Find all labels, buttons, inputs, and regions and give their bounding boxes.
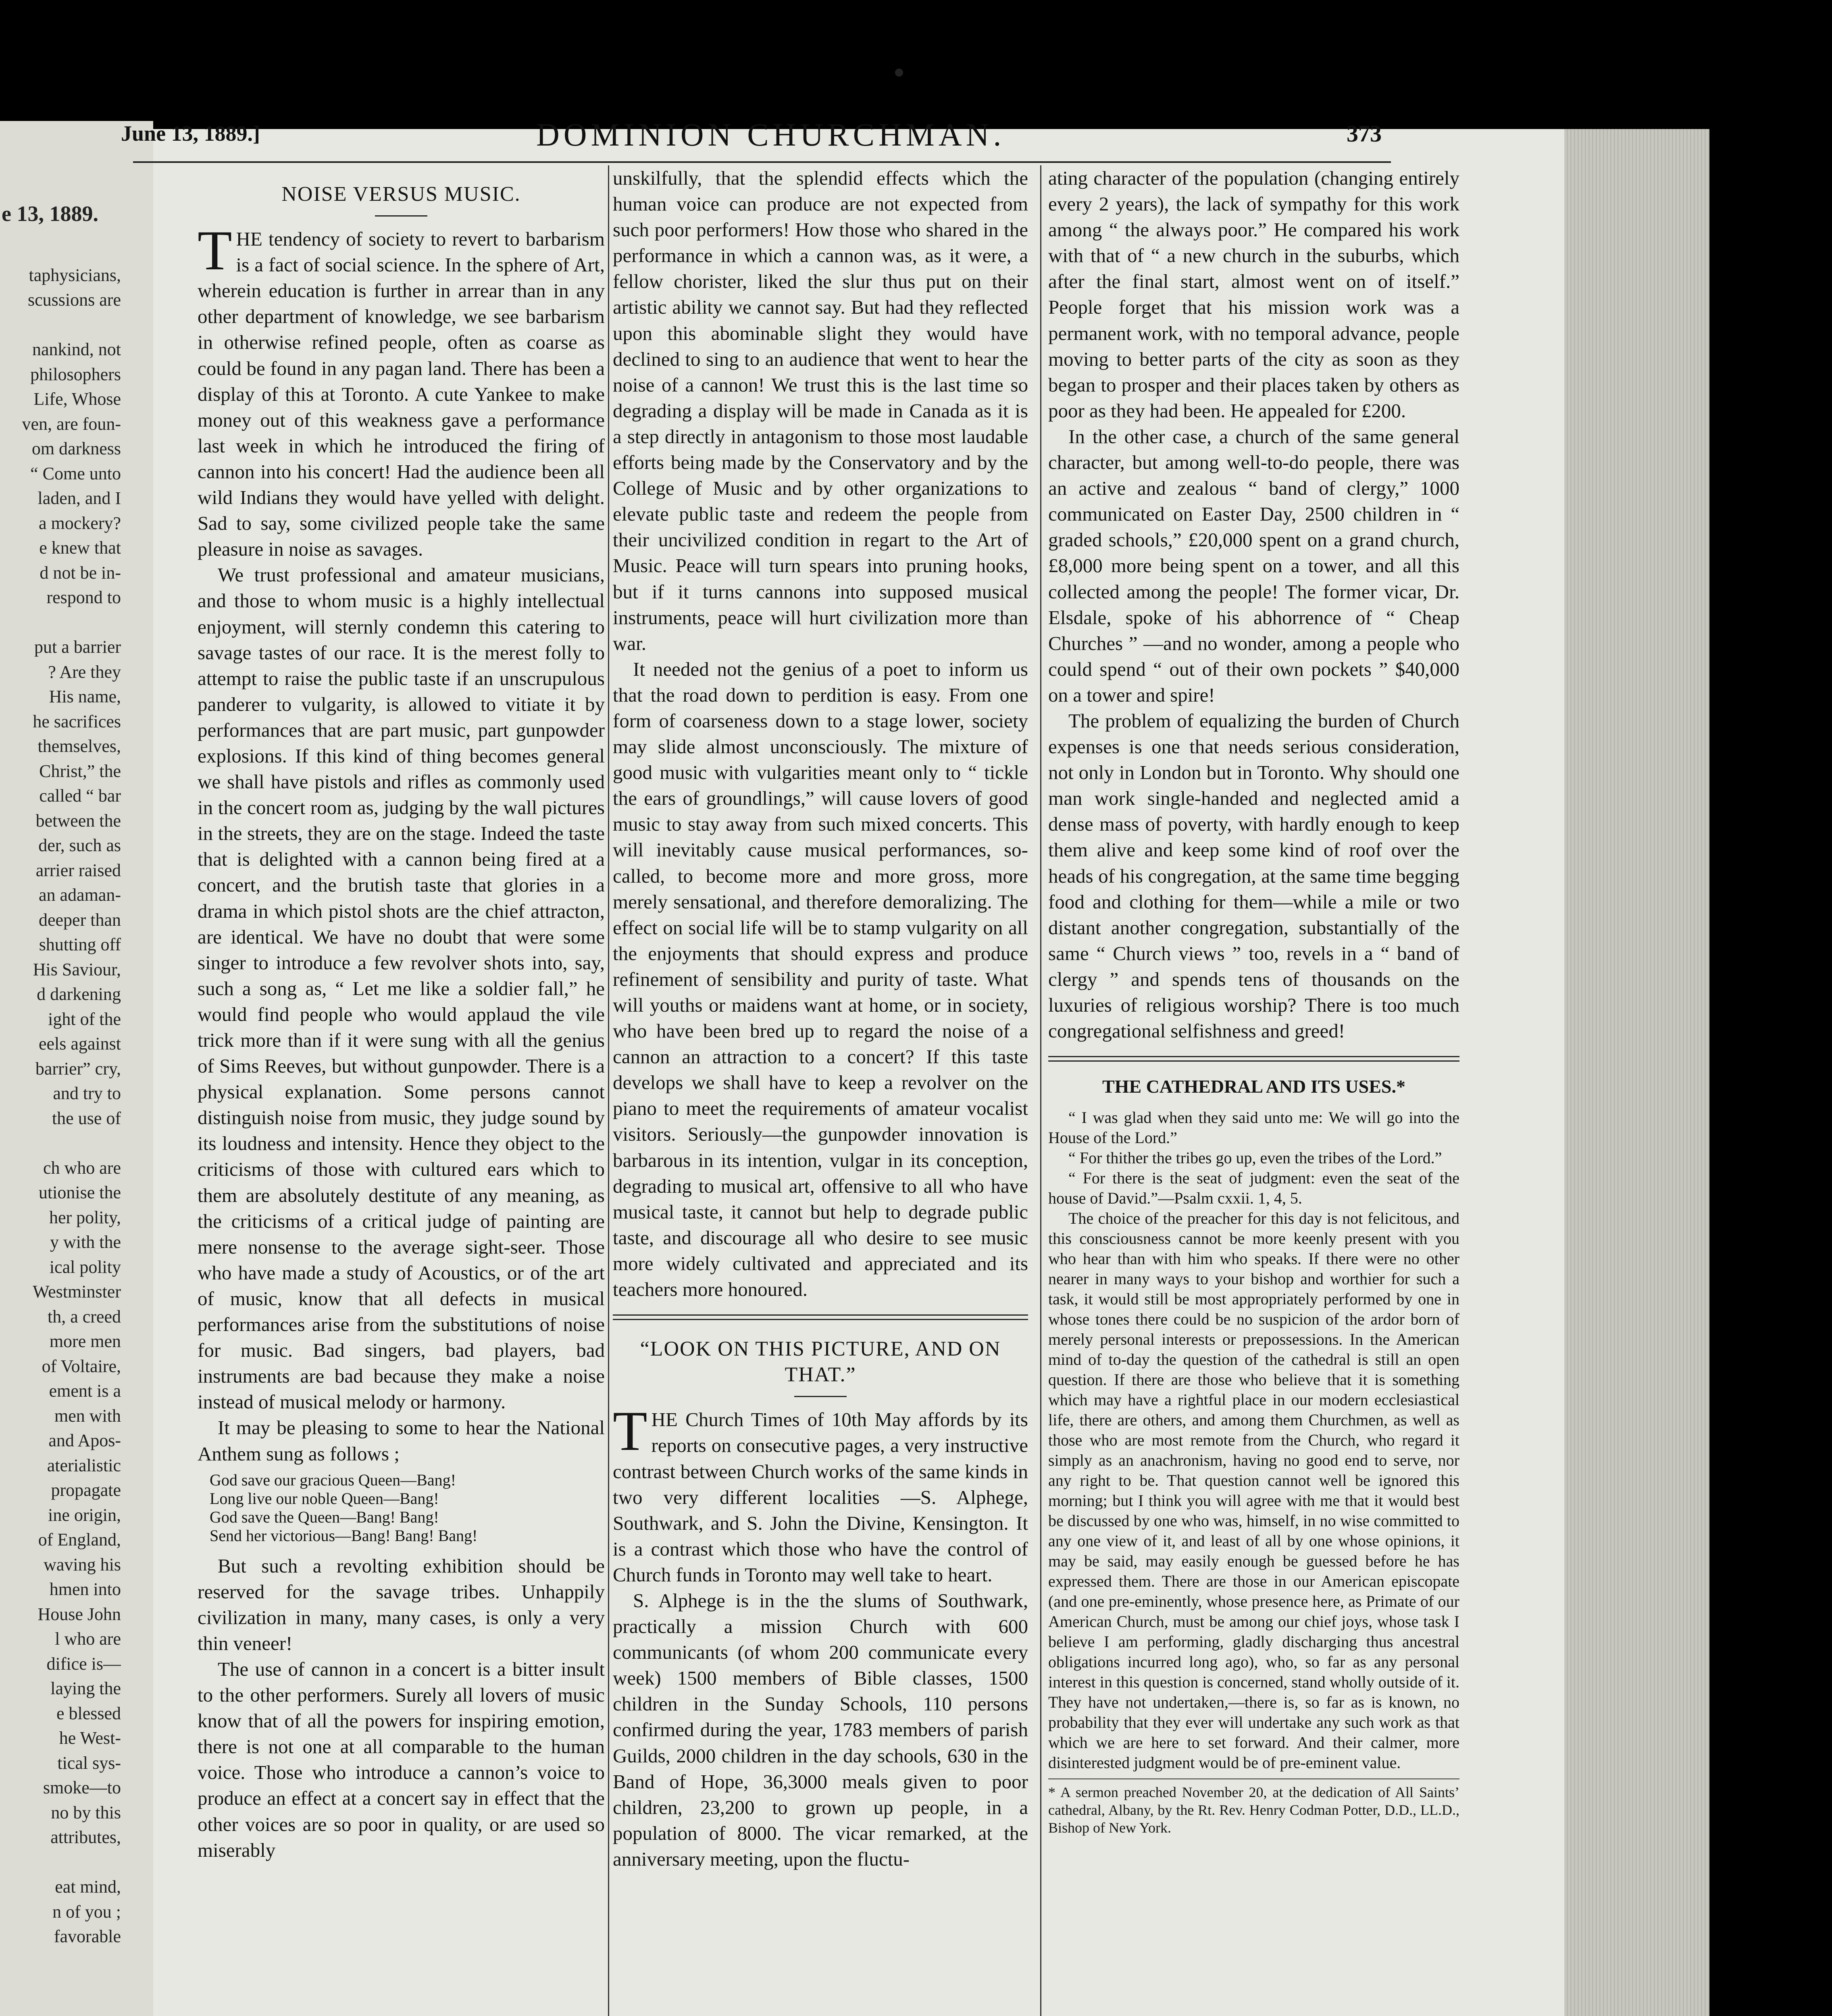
dropcap: T (198, 219, 232, 282)
verse-line: God save our gracious Queen—Bang! (210, 1470, 456, 1489)
facing-page-line: n of you ; (52, 1901, 121, 1922)
page-header (60, 117, 1391, 153)
footnote: * A sermon preached November 20, at the dedication of All Saints’ cathedral, Albany, by the Rt. Rev. Henry Codman Potter, D.D., LL.D., Bishop of New York. (1048, 1779, 1459, 1837)
facing-page-line: respond to (46, 587, 121, 607)
article-paragraph: The problem of equalizing the burden of Church expenses is one that needs serious consideration, not only in London but in Toronto. Why should one man work single-handed and neglected amid a dense mass of poverty, with hardly enough to keep them alive and keep some kind of roof over the heads of his congregation, at the same time begging food and clothing for them—while a mile or two distant another congregation, substantially of the same “ Church views ” too, revels in a “ band of clergy ” and spends tens of thousands on the luxuries of religious worship? There is too much congregational selfishness and greed! (1048, 709, 1459, 1042)
column-rule-1 (608, 165, 609, 2016)
epigraph: “ For thither the tribes go up, even the tribes of the Lord.” (1068, 1149, 1442, 1167)
heading-rule (794, 1396, 847, 1397)
facing-page-line: ven, are foun- (22, 414, 121, 434)
facing-page-line: taphysicians, (29, 265, 121, 285)
facing-page-line: l who are (55, 1629, 121, 1649)
facing-page-line: eat mind, (55, 1877, 121, 1897)
facing-page-line: th, a creed (48, 1306, 121, 1327)
anthem-verse (210, 1471, 605, 1545)
facing-page-line: he West- (59, 1728, 121, 1748)
facing-page-line: d not be in- (40, 562, 121, 583)
article-heading-picture: “LOOK ON THIS PICTURE, AND ON THAT.” (640, 1337, 1001, 1387)
column-3 (1048, 165, 1459, 1837)
facing-page-line: His name, (49, 687, 121, 706)
facing-page-line: the use of (52, 1108, 121, 1128)
facing-page-line: shutting off (39, 935, 121, 954)
facing-page-line: of Voltaire, (42, 1356, 121, 1376)
facing-page-line: deeper than (39, 910, 121, 930)
facing-page-line (0, 312, 121, 337)
facing-page-line: om darkness (31, 439, 121, 458)
facing-page-line: put a barrier (34, 637, 121, 657)
facing-page-line: utionise the (38, 1183, 121, 1202)
facing-page-line: Christ,” the (39, 761, 121, 781)
facing-page-line: barrier” cry, (35, 1058, 121, 1079)
facing-page-line: a mockery? (39, 513, 121, 533)
facing-page-line: of England, (38, 1530, 121, 1549)
verse-line: God save the Queen—Bang! Bang! (210, 1508, 439, 1526)
header-date: June 13, 1889.] (121, 121, 260, 146)
article-heading-noise: NOISE VERSUS MUSIC. (281, 183, 521, 206)
facing-page-line: tical sys- (57, 1753, 121, 1773)
facing-page-line: eels against (38, 1034, 121, 1054)
facing-page-line: ine origin, (48, 1505, 121, 1525)
facing-page-line: arrier raised (35, 860, 121, 880)
verse-line: Long live our noble Queen—Bang! (210, 1489, 439, 1508)
facing-page-line: between the (35, 810, 121, 831)
facing-page-line: der, such as (38, 835, 121, 855)
epigraph: “ I was glad when they said unto me: We will go into the House of the Lord.” (1048, 1108, 1459, 1147)
facing-page-line: and try to (53, 1083, 121, 1103)
book-page-edges (1564, 129, 1709, 2016)
heading-rule (375, 215, 427, 217)
facing-page-line: an adaman- (39, 885, 121, 905)
verse-line: Send her victorious—Bang! Bang! Bang! (210, 1526, 478, 1545)
facing-page-line: laden, and I (37, 488, 121, 508)
article-paragraph: S. Alphege is in the the slums of Southwark, practically a mission Church with 600 communicants (of whom 200 communicate every week) 1500 members of Bible classes, 1500 children in the Sunday Schools, 110 persons confirmed during the year, 1783 members of parish Guilds, 2000 children in the day schools, 630 in the Band of Hope, 36,3000 meals given to poor children, 23,200 to grown up people, in a population of 8000. The vicar remarked, at the anniversary meeting, upon the fluctu- (613, 1589, 1028, 1870)
article-paragraph: It may be pleasing to some to hear the National Anthem sung as follows ; (198, 1416, 605, 1465)
article-paragraph: We trust professional and amateur musicians, and those to whom music is a highly intellectual enjoyment, will sternly condemn this catering to savage tastes of our race. It is the merest folly to attempt to raise the public taste if an unscrupulous panderer to vulgarity, is allowed to vitiate it by performances that are part music, part gunpowder explosions. If this kind of thing becomes general we shall have pistols and rifles as commonly used in the concert room as, judging by the wall pictures in the streets, they are on the stage. Indeed the taste that is delighted with a cannon being fired at a concert, and the brutish taste that glories in a drama in which pistol shots are the chief attracton, are identical. We have no doubt that were some singer to introduce a few revolver shots into, say, such a song as, “ Let me like a soldier fall,” he would find people who would applaud the vile trick more than if it were sung with all the genius of Sims Reeves, but without gunpowder. There is a physical explanation. Some persons cannot distinguish noise from music, they judge sound by its loudness and intensity. Hence they object to the criticisms of those with cultured ears which to them are absolutely destitute of any meaning, as the criticisms of a critical judge of painting are mere nonsense to the average sight-seer. Those who have made a study of Acoustics, or of the art of music, know that all defects in musical performances arise from the substitutions of noise for music. Bad singers, bad players, bad instruments are bad because they make a noise instead of musical melody or harmony. (198, 564, 605, 1413)
article-paragraph: unskilfully, that the splendid effects which the human voice can produce are not expected from such poor performers! How those who shared in the performance in which a cannon was, as it were, a fellow chorister, liked the slur thus put on their artistic ability we cannot say. But had they reflected upon this abominable slight they would have declined to sing to an audience that went to hear the noise of a cannon! We trust this is the last time so degrading a display will be made in Canada as it is a step directly in antagonism to those most laudable efforts being made by the Conservatory and by the College of Music and by other organizations to elevate public taste and redeem the people from their uncivilized condition in regart to the Art of Music. Peace will turn spears into pruning hooks, but if it turns cannons into supposed musical instruments, peace will hurt civilization more than war. (613, 167, 1028, 654)
facing-page-line: aterialistic (47, 1455, 121, 1475)
facing-page-line: favorable (54, 1926, 121, 1946)
sermon-paragraph: The choice of the preacher for this day is not felicitous, and this consciousness cannot be more keenly present with you who hear than with him who speaks. If there were no other nearer in many ways to your bishop and worthier for such a task, it would still be most appropriately performed by one in whose tones there could be no suspicion of the ardor born of merely personal interests or prepossessions. In the American mind of to-day the question of the cathedral is still an open question. If there are those who believe that it is something which may have a rightful place in our modern ecclesiastical life, there are others, and among them Churchmen, as well as those who are most remote from the Church, who regard it simply as an anachronism, having no good end to serve, nor any right to be. That question cannot well be ignored this morning; but I think you will agree with me that it would best be discussed by one who was, himself, in no wise committed to any one view of it, and least of all by one whose opinions, it may be said, may easily enough be guessed before he has expressed them. There are those in our American episcopate (and one pre-eminently, whose presence here, as Primate of our American Church, must be among our chief joys, whose task I believe I am performing, gladly discharging thus ancestral obligations incurred long ago), who, so far as any personal interest in this question is concerned, stand wholly outside of it. They have not undertaken,—there is, so far as is known, no probability that they ever will undertake any such work as that which we are here to set forward. And their calmer, more disinterested judgment would be of pre-eminent value. (1048, 1209, 1459, 1772)
article-paragraph: THE Church Times of 10th May affords by its reports on consecutive pages, a very instructive contrast between Church works of the same kinds in two very different localities —S. Alphege, Southwark, and S. John the Divine, Kensington. It is a contrast which those who have the control of Church funds in Toronto may well take to heart. (613, 1400, 1028, 1586)
facing-page-header: e 13, 1889. (2, 202, 98, 226)
facing-page-line (0, 610, 121, 635)
facing-page-line: laying the (50, 1679, 121, 1698)
article-paragraph: In the other case, a church of the same general character, but among well-to-do people, there was an active and zealous “ band of clergy,” 1000 communicated on Easter Day, 2500 children in “ graded schools,” £20,000 spent on a grand church, £8,000 more being spent on a tower, and all this collected among the people! The former vicar, Dr. Elsdale, spoke of his abhorrence of “ Cheap Churches ” —and no wonder, among a people who could spend “ out of their own pockets ” $40,000 on a tower and spire! (1048, 425, 1459, 706)
facing-page-line: philosophers (30, 364, 121, 384)
column-2 (613, 165, 1028, 1872)
facing-page-line: propagate (51, 1480, 121, 1500)
facing-page-line: scussions are (28, 290, 121, 310)
column-1 (198, 165, 605, 1863)
facing-page-line: called “ bar (39, 786, 121, 806)
article-paragraph: ating character of the population (changing entirely every 2 years), the lack of sympathy for this work among “ the always poor.” He compared his work with that of “ a new church in the suburbs, which after the final start, almost went on of itself.” People forget that his mission work was a permanent work, with no temporal advance, people moving to better parts of the city as soon as they began to prosper and their places taken by others as poor as they had been. He appealed for £200. (1048, 167, 1459, 422)
article-paragraph: THE tendency of society to revert to barbarism is a fact of social science. In the sphere of Art, wherein education is further in arrear than in any other department of knowledge, we see barbarism in otherwise refined people, often as coarse as could be found in any pagan land. There has been a display of this at Toronto. A cute Yankee to make money out of this weakness gave a performance last week in which he introduced the firing of cannon into his concert! Had the audience been all wild Indians they would have yelled with delight. Sad to say, some civilized people take the same pleasure in noise as savages. (198, 219, 605, 560)
header-rule (133, 161, 1391, 163)
facing-page-line: ement is a (49, 1381, 121, 1401)
facing-page-line: House John (37, 1604, 121, 1624)
facing-page-line: ight of the (48, 1009, 121, 1029)
article-heading-cathedral: THE CATHEDRAL AND ITS USES.* (1102, 1076, 1405, 1097)
header-title: DOMINION CHURCHMAN. (536, 117, 1006, 153)
facing-page-line: hmen into (49, 1579, 121, 1599)
facing-page-line: e knew that (39, 538, 121, 558)
facing-page-line: His Saviour, (33, 959, 121, 979)
facing-page-line: d darkening (37, 984, 121, 1004)
facing-page-line: e blessed (56, 1703, 121, 1723)
facing-page-line: smoke—to (43, 1778, 121, 1797)
facing-page-line (0, 1850, 121, 1875)
facing-page-line: her polity, (49, 1207, 121, 1227)
section-rule (613, 1314, 1028, 1320)
page-spot (895, 69, 903, 77)
facing-page-line: ? Are they (48, 662, 121, 682)
facing-page-line: he sacrifices (33, 711, 121, 731)
page-number: 373 (1347, 121, 1382, 147)
facing-page-text (0, 121, 121, 2016)
facing-page-line: waving his (44, 1554, 121, 1574)
facing-page-line: Life, Whose (33, 389, 121, 409)
facing-page-line: ch who are (43, 1158, 121, 1178)
facing-page-line: more men (49, 1331, 121, 1351)
article-paragraph: But such a revolting exhibition should be reserved for the savage tribes. Unhappily civilization in many, many cases, is only a very thin veneer! (198, 1554, 605, 1654)
article-paragraph: The use of cannon in a concert is a bitter insult to the other performers. Surely all lovers of music know that of all the powers for inspiring emotion, there is not one at all comparable to the human voice. Those who introduce a cannon’s voice to produce an effect at a concert say in effect that the other voices are so poor in quality, or are used so miserably (198, 1658, 605, 1861)
facing-page-line: and Apos- (48, 1431, 121, 1450)
facing-page-line: ical polity (49, 1257, 121, 1277)
facing-page-line (0, 1131, 121, 1156)
facing-page-line: difice is— (46, 1654, 121, 1674)
section-rule (1048, 1056, 1459, 1062)
facing-page-lines (0, 263, 121, 1949)
article-paragraph: It needed not the genius of a poet to inform us that the road down to perdition is easy. From one form of coarseness down to a stage lower, society may slide almost unconsciously. The mixture of good music with vulgarities meant only to “ tickle the ears of groundlings,” will cause lovers of good music to stay away from such mixed concerts. This will inevitably cause musical performances, so-called, to become more and more gross, more merely sensational, and therefore demoralizing. The effect on social life will be to stamp vulgarity on all the enjoyments that should express and produce refinement of sensibility and purity of taste. What will youths or maidens want at home, or in society, who have been bred up to regard the noise of a cannon an attraction to a concert? If this taste develops we shall have to keep a revolver on the piano to meet the requirements of amateur vocalist visitors. Seriously—the gunpowder innovation is barbarous in its intention, vulgar in its conception, degrading to musical art, offensive to all who have musical taste, it cannot but help to degrade public taste, and discourage all who desire to see music more widely cultivated and appreciated and its teachers more honoured. (613, 658, 1028, 1301)
dropcap: T (613, 1400, 647, 1463)
epigraph: “ For there is the seat of judgment: even the seat of the house of David.”—Psalm cxxii. 1, 4, 5. (1048, 1169, 1459, 1208)
facing-page-line: no by this (51, 1802, 121, 1822)
facing-page-line: y with the (50, 1232, 121, 1252)
facing-page-line: attributes, (50, 1827, 121, 1847)
facing-page-line: Westminster (33, 1282, 121, 1302)
facing-page-line: themselves, (37, 736, 121, 756)
facing-page-line: nankind, not (32, 339, 121, 359)
column-rule-2 (1040, 165, 1041, 2016)
facing-page-line: “ Come unto (30, 463, 121, 483)
facing-page-line: men with (54, 1406, 121, 1426)
